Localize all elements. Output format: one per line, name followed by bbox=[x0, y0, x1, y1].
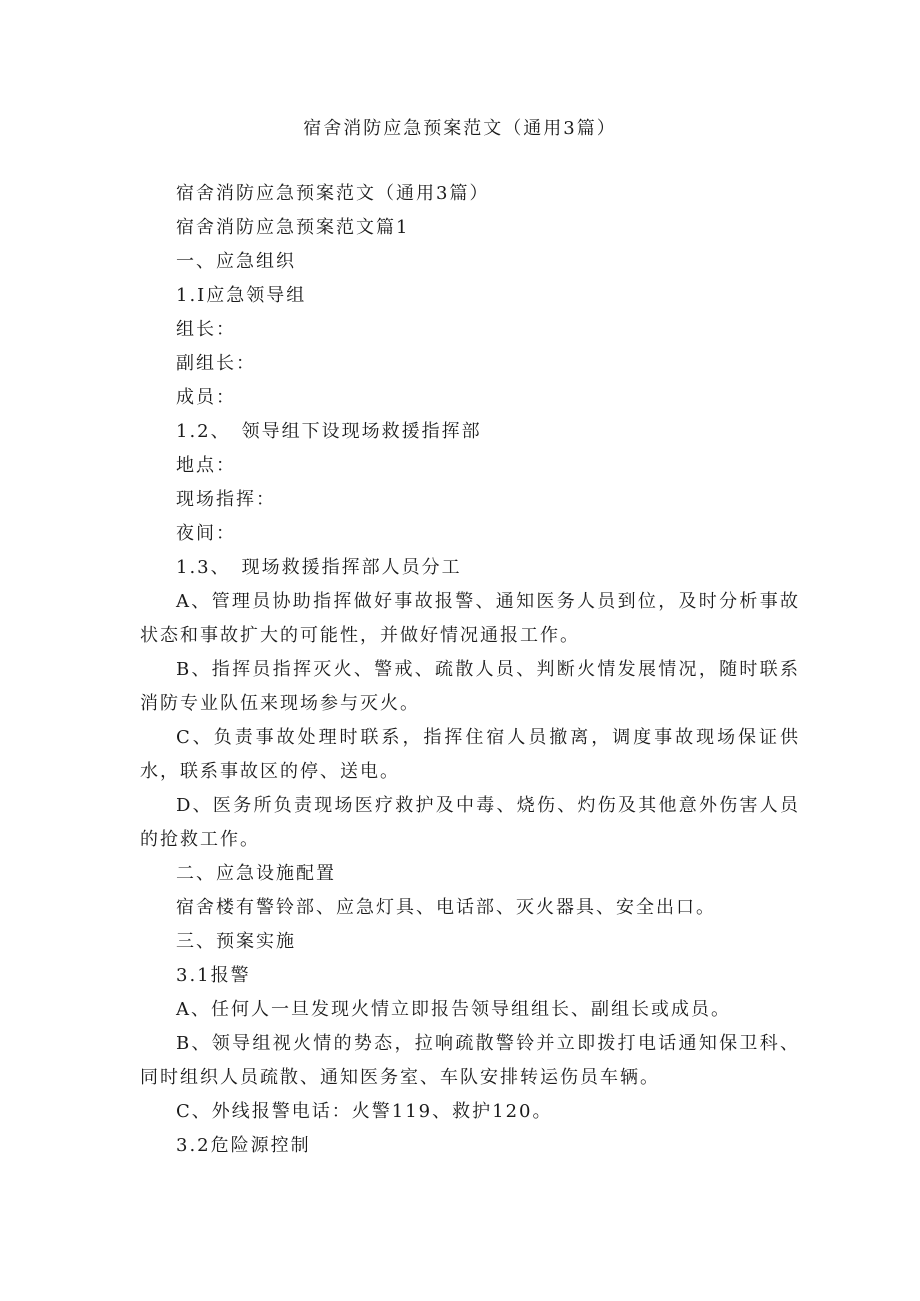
subsection-heading-alarm: 3.1报警 bbox=[176, 965, 251, 986]
subsection-heading-hazard: 3.2危险源控制 bbox=[176, 1135, 311, 1156]
paragraph-article-heading: 宿舍消防应急预案范文篇1 bbox=[176, 217, 410, 238]
field-deputy-leader: 副组长： bbox=[176, 353, 256, 374]
field-location: 地点： bbox=[176, 455, 236, 476]
field-night: 夜间： bbox=[176, 523, 236, 544]
paragraph-duty-c: C、负责事故处理时联系，指挥住宿人员撤离，调度事故现场保证供水，联系事故区的停、送电。 bbox=[140, 727, 800, 782]
paragraph-subtitle: 宿舍消防应急预案范文（通用3篇） bbox=[176, 183, 490, 204]
section-heading-organization: 一、应急组织 bbox=[176, 251, 296, 272]
paragraph-alarm-c: C、外线报警电话：火警119、救护120。 bbox=[176, 1101, 553, 1122]
subsection-heading-command: 1.2、 领导组下设现场救援指挥部 bbox=[176, 421, 482, 442]
section-heading-implementation: 三、预案实施 bbox=[176, 931, 296, 952]
document-body bbox=[140, 177, 800, 1163]
subsection-heading-leadership: 1.I应急领导组 bbox=[176, 285, 307, 306]
section-heading-facilities: 二、应急设施配置 bbox=[176, 863, 336, 884]
paragraph-alarm-b: B、领导组视火情的势态，拉响疏散警铃并立即拨打电话通知保卫科、同时组织人员疏散、通知医务室、车队安排转运伤员车辆。 bbox=[140, 1033, 800, 1088]
paragraph-duty-b: B、指挥员指挥灭火、警戒、疏散人员、判断火情发展情况，随时联系消防专业队伍来现场参与灭火。 bbox=[140, 659, 800, 714]
field-members: 成员： bbox=[176, 387, 236, 408]
paragraph-duty-d: D、医务所负责现场医疗救护及中毒、烧伤、灼伤及其他意外伤害人员的抢救工作。 bbox=[140, 795, 800, 850]
paragraph-facilities: 宿舍楼有警铃部、应急灯具、电话部、灭火器具、安全出口。 bbox=[176, 897, 716, 918]
subsection-heading-division: 1.3、 现场救援指挥部人员分工 bbox=[176, 557, 462, 578]
field-leader: 组长： bbox=[176, 319, 236, 340]
paragraph-alarm-a: A、任何人一旦发现火情立即报告领导组组长、副组长或成员。 bbox=[176, 999, 731, 1020]
document-title: 宿舍消防应急预案范文（通用3篇） bbox=[303, 118, 617, 139]
field-onsite-commander: 现场指挥： bbox=[176, 489, 276, 510]
paragraph-duty-a: A、管理员协助指挥做好事故报警、通知医务人员到位，及时分析事故状态和事故扩大的可能性，并做好情况通报工作。 bbox=[140, 591, 800, 646]
